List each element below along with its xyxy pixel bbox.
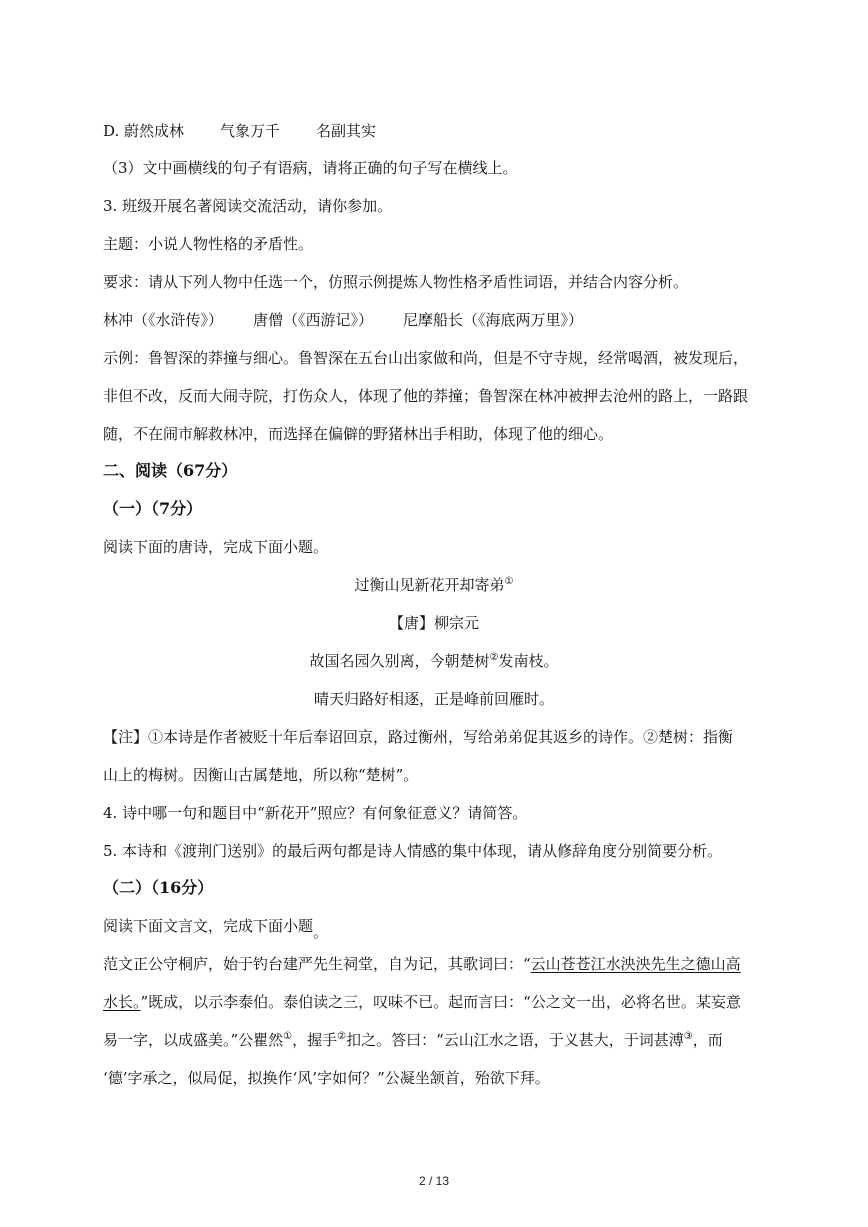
poem-note-2: 山上的梅树。因衡山古属楚地，所以称“楚树”。: [103, 766, 419, 784]
classical-para-3-b: ，握手: [292, 1031, 338, 1049]
character-nemo: 尼摩船长（《海底两万里》）: [403, 311, 584, 329]
classical-instruction-period: 。: [313, 923, 329, 941]
poem-line-2: 晴天归路好相逐，正是峰前回雁时。: [313, 690, 554, 708]
classical-para-2-b: ”既成，以示李泰伯。泰伯读之三，叹味不已。起而言曰：“公之文一出，必将名世。某妄意: [140, 993, 741, 1011]
classical-para-1-a: 范文正公守桐庐，始于钓台建严先生祠堂，自为记，其歌词曰：“: [103, 955, 531, 973]
question-3-sub3: （3）文中画横线的句子有语病，请将正确的句子写在横线上。: [103, 159, 518, 177]
underlined-sentence-part-1: 云山苍苍江水泱泱先生之德山高: [530, 955, 741, 973]
classical-instruction: [103, 916, 783, 941]
poem-title-footnote: ①: [504, 576, 514, 587]
option-d-word-1: D. 蔚然成林: [103, 122, 185, 140]
page-total: 13: [435, 1174, 450, 1188]
question-3: 3. 班级开展名著阅读交流活动，请你参加。: [103, 197, 393, 215]
question-4: 4. 诗中哪一句和题目中“新花开”照应？有何象征意义？请简答。: [103, 804, 528, 822]
section-2-1-heading: （一）（7分）: [103, 499, 203, 518]
poem-title: [0, 575, 868, 595]
page-footer: [0, 1174, 868, 1188]
poem-line-1-a: 故国名园久别离，今朝楚树: [309, 652, 490, 670]
poem-instruction: 阅读下面的唐诗，完成下面小题。: [103, 538, 329, 556]
example-line-2: 非但不改，反而大闹寺院，打伤众人，体现了他的莽撞；鲁智深在林冲被押去沧州的路上，一路跟: [103, 387, 749, 405]
example-line-1: 示例：鲁智深的莽撞与细心。鲁智深在五台山出家做和尚，但是不守寺规，经常喝酒，被发现后，: [103, 349, 749, 367]
page-number: 2: [418, 1174, 426, 1188]
page-separator: /: [425, 1174, 436, 1188]
classical-para-line-2: [103, 992, 783, 1012]
option-d-line: [103, 121, 783, 141]
question-5: 5. 本诗和《渡荆门送别》的最后两句都是诗人情感的集中体现，请从修辞角度分别简要分析。: [103, 842, 723, 860]
poem-line-1: [0, 651, 868, 671]
classical-para-line-4: ‘德’字承之，似局促，拟换作‘风’字如何？”公凝坐颔首，殆欲下拜。: [103, 1069, 550, 1087]
classical-para-3-a: 易一字，以成盛美。”公瞿然: [103, 1031, 284, 1049]
underlined-sentence-part-2: 水长。: [103, 993, 141, 1011]
footnote-marker-3: ③: [683, 1031, 693, 1042]
section-2-heading: 二、阅读（67分）: [103, 461, 238, 480]
poem-author: 【唐】柳宗元: [388, 614, 479, 632]
footnote-marker-1: ①: [283, 1031, 293, 1042]
footnote-marker-2: ②: [337, 1031, 347, 1042]
section-2-2-heading: （二）（16分）: [103, 878, 214, 897]
example-line-3: 随，不在闹市解救林冲，而选择在偏僻的野猪林出手相助，体现了他的细心。: [103, 425, 614, 443]
classical-para-line-3: [103, 1030, 783, 1050]
option-d-word-2: 气象万千: [220, 122, 281, 140]
poem-title-text: 过衡山见新花开却寄弟: [354, 576, 505, 594]
poem-note-1: 【注】①本诗是作者被贬十年后奉诏回京，路过衡州，写给弟弟促其返乡的诗作。②楚树：指衡: [103, 728, 734, 746]
poem-line-1-b: 发南枝。: [498, 652, 559, 670]
topic-line: 主题：小说人物性格的矛盾性。: [103, 235, 314, 253]
characters-line: [103, 310, 783, 330]
poem-line-1-footnote: ②: [489, 652, 499, 663]
classical-para-3-c: 扣之。答曰：“云山江水之语，于义甚大，于词甚溥: [346, 1031, 684, 1049]
requirement-line: 要求：请从下列人物中任选一个，仿照示例提炼人物性格矛盾性词语，并结合内容分析。: [103, 273, 689, 291]
classical-instruction-text: 阅读下面文言文，完成下面小题: [103, 917, 314, 935]
option-d-word-3: 名副其实: [316, 122, 377, 140]
character-linchong: 林冲（《水浒传》）: [103, 311, 224, 329]
character-tangseng: 唐僧（《西游记》）: [253, 311, 374, 329]
classical-para-3-d: ，而: [692, 1031, 723, 1049]
classical-para-line-1: [103, 954, 783, 974]
